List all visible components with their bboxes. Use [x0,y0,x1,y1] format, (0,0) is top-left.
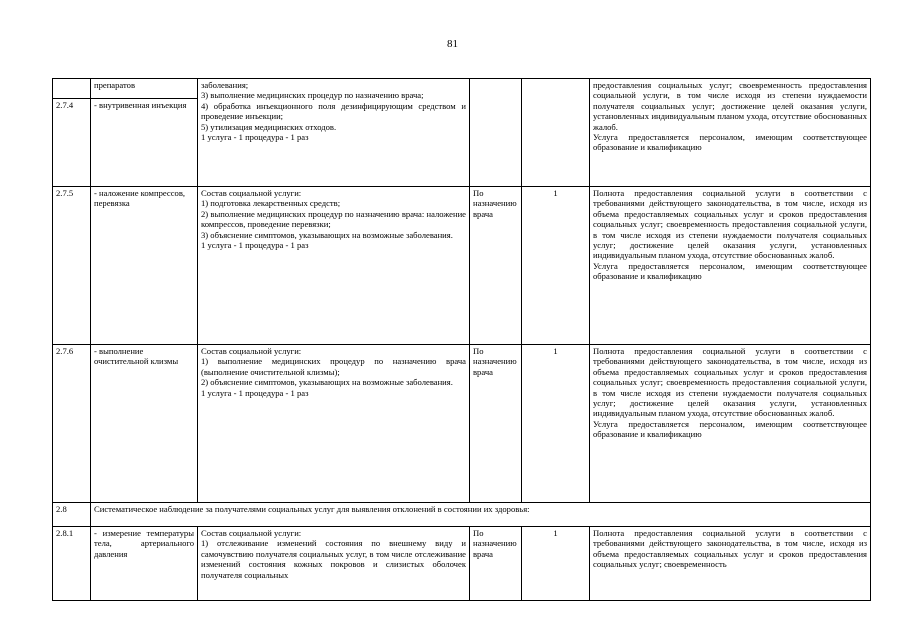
section-heading: Систематическое наблюдение за получателями социальных услуг для выявления отклонений в состоянии их здоровья: [91,503,871,527]
cell-number [53,79,91,99]
cell-service-content: Состав социальной услуги: 1) отслеживание изменений состояния по внешнему виду и самочувствию получателя социальных услуг, в том числе отслеживание изменений состояния кожных покровов и слизистых оболочек получателя социальных [198,527,470,601]
cell-quality-criteria: Полнота предоставления социальной услуги в соответствии с требованиями действующего законодательства, в том числе, исходя из объема предоставляемых социальных услуг и сроков предоставления социальных услуг; своевременность предоставления социальной услуги, в том числе исходя из степени нуждаемости получателя социальных услуг; достижение целей оказания услуги, установленных индивидуальным планом ухода, отсутствие обоснованных жалоб. Услуга предоставляется персоналом, имеющим соответствующее образование и квалификацию [590,187,871,345]
table-row [53,527,871,601]
cell-quantity: 1 [522,527,590,601]
cell-period: По назначению врача [470,527,522,601]
cell-period [470,79,522,187]
cell-number: 2.8.1 [53,527,91,601]
cell-service-content: Состав социальной услуги: 1) подготовка лекарственных средств; 2) выполнение медицинских процедур по назначению врача: наложение компрессов, проведение перевязки; 3) объяснение симптомов, указывающих на возможные заболевания. 1 услуга - 1 процедура - 1 раз [198,187,470,345]
cell-number: 2.8 [53,503,91,527]
cell-quality-criteria: Полнота предоставления социальной услуги в соответствии с требованиями действующего законодательства, в том числе, исходя из объема предоставляемых социальных услуг и сроков предоставления социальных услуг; своевременность [590,527,871,601]
cell-quantity [522,79,590,187]
table-row [53,503,871,527]
cell-number: 2.7.6 [53,345,91,503]
services-table [52,78,871,601]
cell-quantity: 1 [522,187,590,345]
cell-period: По назначению врача [470,345,522,503]
cell-service-name: - измерение температуры тела, артериального давления [91,527,198,601]
table-row [53,345,871,503]
cell-service-name: препаратов [91,79,198,99]
cell-number: 2.7.4 [53,99,91,187]
cell-service-name: - наложение компрессов, перевязка [91,187,198,345]
cell-service-name: - выполнение очистительной клизмы [91,345,198,503]
cell-service-name: - внутривенная инъекция [91,99,198,187]
cell-number: 2.7.5 [53,187,91,345]
cell-period: По назначению врача [470,187,522,345]
table-row [53,79,871,99]
page-number: 81 [447,38,458,50]
cell-quality-criteria: Полнота предоставления социальной услуги в соответствии с требованиями действующего законодательства, в том числе, исходя из объема предоставляемых социальных услуг и сроков предоставления социальных услуг; своевременность предоставления социальной услуги, в том числе исходя из степени нуждаемости получателя социальных услуг; достижение целей оказания услуги, установленных индивидуальным планом ухода, отсутствие обоснованных жалоб. Услуга предоставляется персоналом, имеющим соответствующее образование и квалификацию [590,345,871,503]
cell-service-content: Состав социальной услуги: 1) выполнение медицинских процедур по назначению врача (выполнение очистительной клизмы); 2) объяснение симптомов, указывающих на возможные заболевания. 1 услуга - 1 процедура - 1 раз [198,345,470,503]
cell-service-content: заболевания; 3) выполнение медицинских процедур по назначению врача; 4) обработка инъекционного поля дезинфицирующим средством и проведение инъекции; 5) утилизация медицинских отходов. 1 услуга - 1 процедура - 1 раз [198,79,470,187]
cell-quantity: 1 [522,345,590,503]
cell-quality-criteria: предоставления социальных услуг; своевременность предоставления социальной услуги, в том числе исходя из степени нуждаемости получателя социальных услуг; достижение целей оказания услуги, установленных индивидуальным планом ухода, отсутствие обоснованных жалоб. Услуга предоставляется персоналом, имеющим соответствующее образование и квалификацию [590,79,871,187]
table-row [53,187,871,345]
